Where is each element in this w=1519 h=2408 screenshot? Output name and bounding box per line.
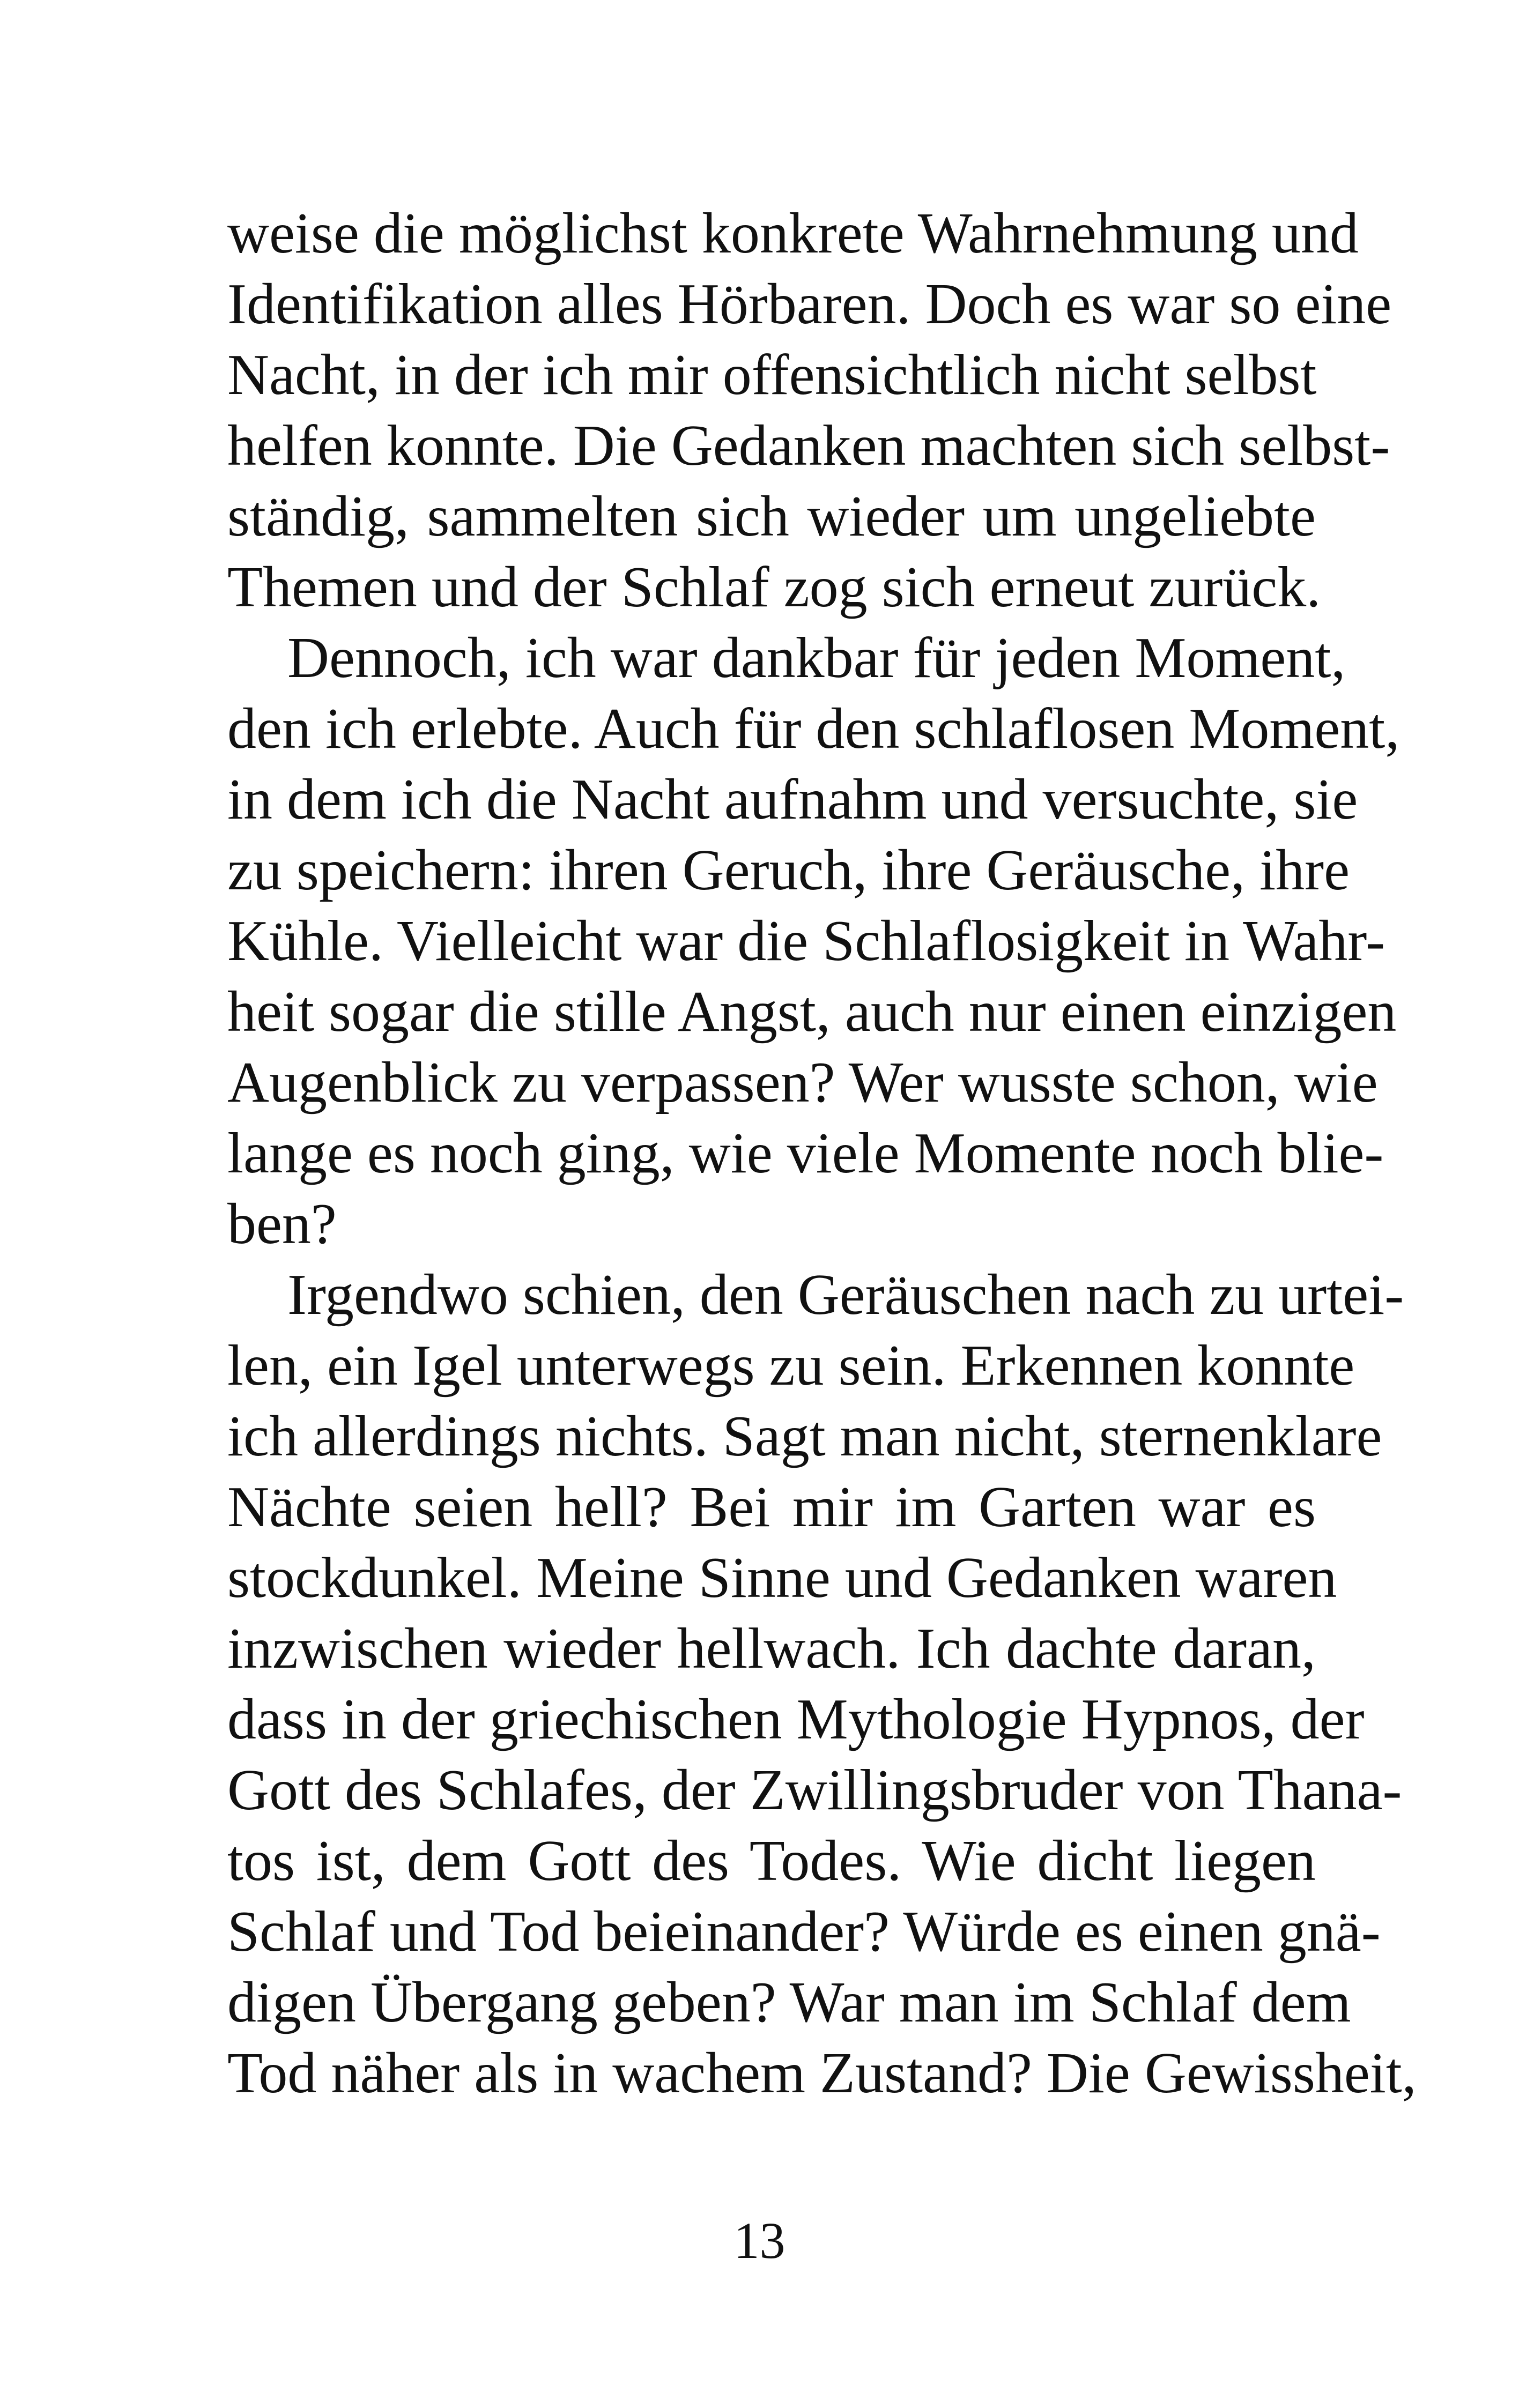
text-line: len, ein Igel unterwegs zu sein. Erkennen konnte — [227, 1334, 1355, 1398]
text-line: inzwischen wieder hellwach. Ich dachte daran, — [227, 1617, 1316, 1681]
text-line: stockdunkel. Meine Sinne und Gedanken waren — [227, 1546, 1337, 1610]
text-line: dass in der griechischen Mythologie Hypnos, der — [227, 1688, 1365, 1751]
body-text — [227, 198, 1417, 2109]
text-line: digen Übergang geben? War man im Schlaf dem — [227, 1971, 1351, 2034]
page-number: 13 — [733, 2212, 786, 2269]
text-line: ständig, sammelten sich wieder um ungeliebte — [227, 485, 1316, 548]
text-line: Themen und der Schlaf zog sich erneut zurück. — [227, 555, 1321, 619]
text-line: ben? — [227, 1192, 337, 1256]
text-line: helfen konnte. Die Gedanken machten sich selbst- — [227, 414, 1390, 478]
text-line: lange es noch ging, wie viele Momente noch blie- — [227, 1121, 1384, 1185]
text-line: den ich erlebte. Auch für den schlaflosen Moment, — [227, 697, 1400, 761]
text-line: ich allerdings nichts. Sagt man nicht, sternenklare — [227, 1404, 1382, 1468]
text-line: zu speichern: ihren Geruch, ihre Geräusche, ihre — [227, 838, 1350, 902]
text-line: Gott des Schlafes, der Zwillingsbruder von Thana- — [227, 1758, 1402, 1822]
text-line: in dem ich die Nacht aufnahm und versuchte, sie — [227, 768, 1358, 831]
text-line: tos ist, dem Gott des Todes. Wie dicht liegen — [227, 1829, 1316, 1893]
text-line: Dennoch, ich war dankbar für jeden Moment, — [287, 626, 1346, 690]
text-line: heit sogar die stille Angst, auch nur einen einzigen — [227, 980, 1397, 1044]
text-line: Nächte seien hell? Bei mir im Garten war es — [227, 1475, 1316, 1539]
text-line: Identifikation alles Hörbaren. Doch es war so eine — [227, 272, 1392, 336]
text-line: Nacht, in der ich mir offensichtlich nicht selbst — [227, 343, 1317, 407]
text-line: Irgendwo schien, den Geräuschen nach zu urtei- — [287, 1263, 1404, 1327]
text-line: Tod näher als in wachem Zustand? Die Gewissheit, — [227, 2041, 1417, 2105]
text-line: Kühle. Vielleicht war die Schlaflosigkeit in Wahr- — [227, 909, 1385, 973]
text-line: Augenblick zu verpassen? Wer wusste schon, wie — [227, 1051, 1378, 1114]
text-line: weise die möglichst konkrete Wahrnehmung und — [227, 202, 1359, 265]
text-line: Schlaf und Tod beieinander? Würde es einen gnä- — [227, 1900, 1381, 1964]
